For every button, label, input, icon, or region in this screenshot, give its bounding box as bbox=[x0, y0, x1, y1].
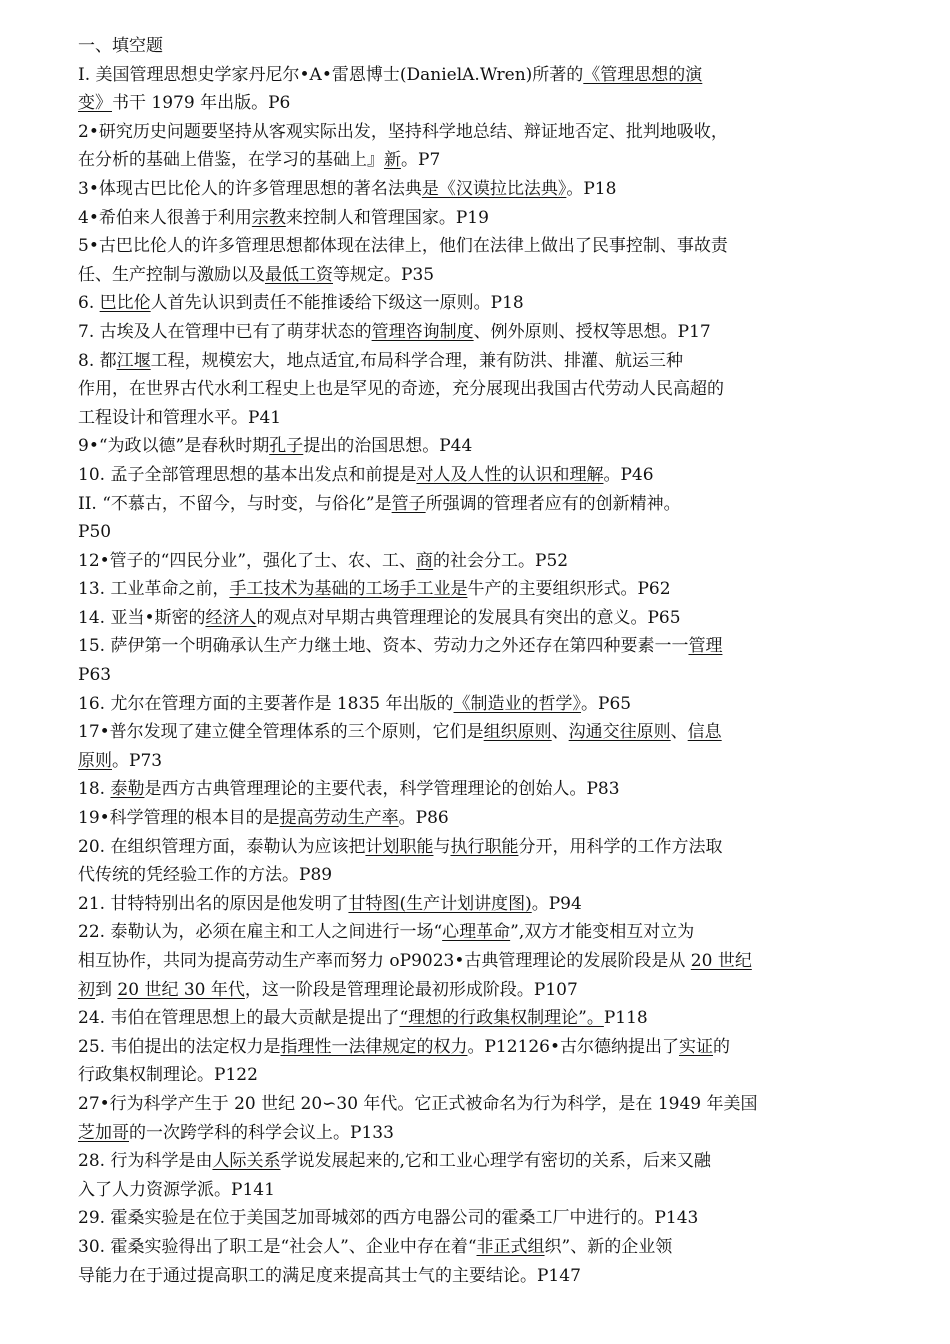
question-text: 20. 在组织管理方面，泰勒认为应该把 bbox=[78, 836, 366, 857]
answer-blank-text: 信息 bbox=[687, 722, 722, 743]
text-line bbox=[78, 61, 878, 90]
question-text: 。P12126•古尔德纳提出了 bbox=[467, 1036, 679, 1057]
text-line bbox=[78, 861, 878, 890]
question-text: 工程，规模宏大，地点适宜,布局科学合理，兼有防洪、排灌、航运三种 bbox=[150, 350, 684, 371]
text-line bbox=[78, 518, 878, 547]
text-line bbox=[78, 1090, 878, 1119]
answer-blank-text: 商 bbox=[416, 550, 434, 571]
question-text: 17•普尔发现了建立健全管理体系的三个原则，它们是 bbox=[78, 722, 484, 743]
question-text: 。P46 bbox=[603, 464, 654, 485]
answer-blank-text: 是《汉谟拉比法典》 bbox=[421, 178, 567, 199]
answer-blank-text: 泰勒 bbox=[110, 779, 145, 800]
question-text: 工程设计和管理水平。P41 bbox=[78, 407, 282, 428]
question-text: 12•管子的“四民分业”，强化了士、农、工、 bbox=[78, 550, 417, 571]
answer-blank-text: 巴比伦 bbox=[99, 293, 151, 314]
question-text: 。P18 bbox=[566, 178, 617, 199]
question-text: 2•研究历史问题要坚持从客观实际出发，坚持科学地总结、辩证地否定、批判地吸收， bbox=[78, 121, 728, 142]
text-line bbox=[78, 118, 878, 147]
question-text: 的一次跨学科的科学会议上。P133 bbox=[129, 1122, 394, 1143]
question-text: 相互协作，共同为提高劳动生产率而努力 oP9023•古典管理理论的发展阶段是从 bbox=[78, 951, 691, 971]
answer-blank-text: 新 bbox=[384, 150, 401, 171]
text-line bbox=[78, 547, 878, 576]
text-line bbox=[78, 718, 878, 747]
text-line bbox=[78, 747, 878, 776]
text-line bbox=[78, 604, 878, 633]
answer-blank-text: 实证 bbox=[679, 1036, 713, 1057]
question-text: 13. 工业革命之前， bbox=[78, 579, 230, 600]
question-text: 的 bbox=[713, 1036, 730, 1057]
question-text: 29. 霍桑实验是在位于美国芝加哥城郊的西方电器公司的霍桑工厂中进行的。P143 bbox=[78, 1208, 699, 1229]
question-text: 行政集权制理论。P122 bbox=[78, 1065, 258, 1086]
section-heading bbox=[78, 32, 878, 61]
answer-blank-text: 组织原则 bbox=[483, 722, 552, 743]
question-text: 。P94 bbox=[531, 893, 582, 914]
text-line bbox=[78, 775, 878, 804]
text-line bbox=[78, 918, 878, 947]
question-text: 到 bbox=[95, 979, 118, 1000]
answer-blank-text: 人际关系 bbox=[212, 1151, 281, 1172]
answer-blank-text: 管理咨询制度 bbox=[371, 321, 474, 342]
text-line bbox=[78, 1204, 878, 1233]
question-text: II. “不慕古，不留今，与时变，与俗化”是 bbox=[78, 493, 392, 514]
answer-blank-text: 指理性一法律规定的权力 bbox=[280, 1036, 468, 1057]
question-text: 人首先认识到责任不能推诿给下级这一原则。P18 bbox=[150, 293, 524, 314]
text-line bbox=[78, 461, 878, 490]
question-text: 9•“为政以德”是春秋时期 bbox=[78, 436, 270, 457]
question-text: P50 bbox=[78, 522, 112, 543]
question-text: 27•行为科学产生于 20 世纪 20∽30 年代。它正式被命名为行为科学，是在 1949 年美国 bbox=[78, 1093, 758, 1114]
text-line bbox=[78, 261, 878, 290]
question-text: 来控制人和管理国家。P19 bbox=[285, 207, 489, 228]
answer-blank-text: 对人及人性的认识和理解 bbox=[416, 464, 604, 485]
text-line bbox=[78, 1176, 878, 1205]
text-line bbox=[78, 833, 878, 862]
question-text: 。P7 bbox=[401, 150, 441, 171]
question-text: ”,双方才能变相互对立为 bbox=[510, 922, 695, 943]
question-text: 学说发展起来的,它和工业心理学有密切的关系，后来又融 bbox=[280, 1151, 711, 1172]
text-line bbox=[78, 1119, 878, 1148]
question-text: 8. 都 bbox=[78, 350, 117, 371]
answer-blank-text: 原则 bbox=[78, 750, 112, 771]
text-line bbox=[78, 661, 878, 690]
answer-blank-text: 孔子 bbox=[269, 436, 304, 457]
question-text: 所强调的管理者应有的创新精神。 bbox=[425, 493, 681, 514]
question-text: 6. bbox=[78, 293, 100, 314]
question-text: 分开，用科学的工作方法取 bbox=[518, 836, 723, 857]
question-text: 24. 韦伯在管理思想上的最大贡献是提出了 bbox=[78, 1008, 400, 1029]
question-text: 入了人力资源学派。P141 bbox=[78, 1179, 275, 1200]
question-text: P118 bbox=[603, 1008, 648, 1029]
question-text: 15. 萨伊第一个明确承认生产力继土地、资本、劳动力之外还存在第四种要素一一 bbox=[78, 636, 689, 657]
answer-blank-text: 手工技术为基础的工场手工业是 bbox=[229, 579, 468, 600]
text-line bbox=[78, 890, 878, 919]
answer-blank-text: 非正式组 bbox=[476, 1236, 545, 1257]
text-line bbox=[78, 89, 878, 118]
answer-blank-text: 计划职能 bbox=[365, 836, 434, 857]
question-text: 16. 尤尔在管理方面的主要著作是 1835 年出版的 bbox=[78, 693, 454, 714]
text-line bbox=[78, 1033, 878, 1062]
answer-blank-text: 执行职能 bbox=[450, 836, 519, 857]
question-text: 一、填空题 bbox=[78, 36, 163, 56]
text-line bbox=[78, 347, 878, 376]
answer-blank-text: 变》 bbox=[78, 93, 112, 114]
question-text: 。P73 bbox=[112, 750, 163, 771]
text-line bbox=[78, 318, 878, 347]
question-text: 22. 泰勒认为，必须在雇主和工人之间进行一场“ bbox=[78, 922, 443, 943]
question-text: 在分析的基础上借鉴，在学习的基础上』 bbox=[78, 150, 384, 171]
question-text: P63 bbox=[78, 665, 112, 686]
text-line bbox=[78, 1061, 878, 1090]
question-text: 、例外原则、授权等思想。P17 bbox=[473, 321, 711, 342]
text-line bbox=[78, 289, 878, 318]
answer-blank-text: “理想的行政集权制理论”。 bbox=[399, 1008, 604, 1029]
answer-blank-text: 经济人 bbox=[205, 607, 257, 628]
text-line bbox=[78, 1147, 878, 1176]
question-text: 18. bbox=[78, 779, 111, 800]
question-text: 10. 孟子全部管理思想的基本出发点和前提是 bbox=[78, 464, 417, 485]
text-line bbox=[78, 804, 878, 833]
text-line bbox=[78, 175, 878, 204]
question-text: 21. 甘特特别出名的原因是他发明了 bbox=[78, 893, 349, 914]
question-text: 作用，在世界古代水利工程史上也是罕见的奇迹，充分展现出我国古代劳动人民高超的 bbox=[78, 379, 724, 400]
text-line bbox=[78, 490, 878, 519]
text-line bbox=[78, 232, 878, 261]
question-text: ，这一阶段是管理理论最初形成阶段。P107 bbox=[244, 979, 578, 1000]
answer-blank-text: 甘特图(生产计划讲度图) bbox=[348, 893, 532, 914]
text-line bbox=[78, 976, 878, 1005]
question-text: 织”、新的企业领 bbox=[544, 1236, 673, 1257]
question-text: 任、生产控制与激励以及 bbox=[78, 264, 265, 285]
text-line bbox=[78, 1233, 878, 1262]
answer-blank-text: 《制造业的哲学》 bbox=[453, 693, 582, 714]
question-text: 3•体现古巴比伦人的许多管理思想的著名法典 bbox=[78, 178, 422, 199]
question-text: 、 bbox=[670, 722, 688, 743]
question-text: 牛产的主要组织形式。P62 bbox=[467, 579, 671, 600]
question-text: I. 美国管理思想史学家丹尼尔•A•雷恩博士(DanielA.Wren)所著的 bbox=[78, 64, 584, 85]
question-text: 与 bbox=[433, 836, 451, 857]
question-text: 。P86 bbox=[398, 808, 449, 829]
question-text: 19•科学管理的根本目的是 bbox=[78, 808, 280, 829]
answer-blank-text: 芝加哥 bbox=[78, 1122, 129, 1143]
question-text: 书干 1979 年出版。P6 bbox=[112, 93, 291, 114]
question-text: 代传统的凭经验工作的方法。P89 bbox=[78, 865, 333, 886]
question-text: 的社会分工。P52 bbox=[433, 550, 569, 571]
text-line bbox=[78, 204, 878, 233]
text-line bbox=[78, 690, 878, 719]
answer-blank-text: 江堰 bbox=[116, 350, 151, 371]
answer-blank-text: 宗教 bbox=[251, 207, 286, 228]
answer-blank-text: 20 世纪 bbox=[690, 951, 752, 971]
question-text: 导能力在于通过提高职工的满足度来提高其士气的主要结论。P147 bbox=[78, 1265, 581, 1286]
question-text: 5•古巴比伦人的许多管理思想都体现在法律上，他们在法律上做出了民事控制、事故责 bbox=[78, 236, 728, 257]
text-line bbox=[78, 1004, 878, 1033]
answer-blank-text: 初 bbox=[78, 979, 95, 1000]
question-text: 30. 霍桑实验得出了职工是“社会人”、企业中存在着“ bbox=[78, 1236, 477, 1257]
question-text: 25. 韦伯提出的法定权力是 bbox=[78, 1036, 281, 1057]
document-body bbox=[78, 32, 878, 1290]
answer-blank-text: 最低工资 bbox=[265, 264, 333, 285]
question-text: 等规定。P35 bbox=[333, 264, 435, 285]
question-text: 、 bbox=[551, 722, 569, 743]
answer-blank-text: 20 世纪 30 年代 bbox=[117, 979, 245, 1000]
text-line bbox=[78, 432, 878, 461]
question-text: 。P65 bbox=[581, 693, 632, 714]
text-line bbox=[78, 947, 878, 976]
text-line bbox=[78, 404, 878, 433]
text-line bbox=[78, 146, 878, 175]
text-line bbox=[78, 1262, 878, 1291]
answer-blank-text: 管理 bbox=[688, 636, 723, 657]
question-text: 提出的治国思想。P44 bbox=[303, 436, 473, 457]
text-line bbox=[78, 632, 878, 661]
question-text: 的观点对早期古典管理理论的发展具有突出的意义。P65 bbox=[256, 607, 681, 628]
answer-blank-text: 沟通交往原则 bbox=[568, 722, 671, 743]
answer-blank-text: 提高劳动生产率 bbox=[279, 808, 399, 829]
question-text: 14. 亚当•斯密的 bbox=[78, 607, 206, 628]
answer-blank-text: 心理革命 bbox=[442, 922, 511, 943]
text-line bbox=[78, 375, 878, 404]
text-line bbox=[78, 575, 878, 604]
question-text: 4•希伯来人很善于利用 bbox=[78, 207, 252, 228]
answer-blank-text: 管子 bbox=[391, 493, 426, 514]
answer-blank-text: 《管理思想的演 bbox=[583, 64, 703, 85]
question-text: 7. 古埃及人在管理中已有了萌芽状态的 bbox=[78, 321, 372, 342]
question-text: 28. 行为科学是由 bbox=[78, 1151, 213, 1172]
question-text: 是西方古典管理理论的主要代表，科学管理理论的创始人。P83 bbox=[144, 779, 620, 800]
